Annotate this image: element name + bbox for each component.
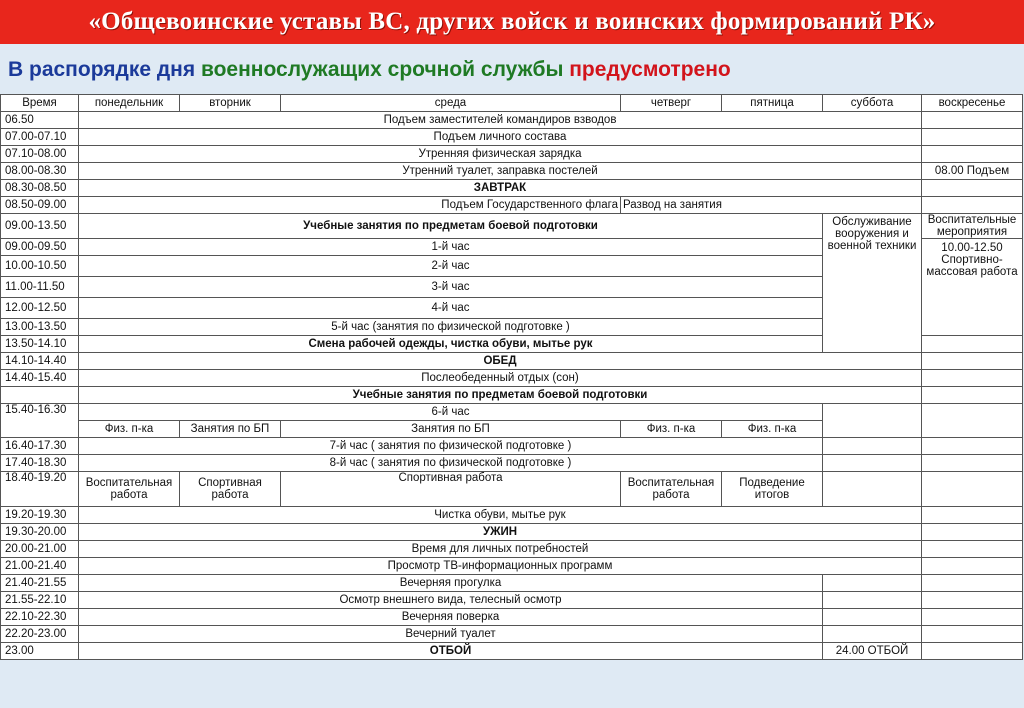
subtitle-part-1: В распорядке дня (8, 58, 201, 81)
empty-cell (922, 472, 1023, 507)
activity-cell: Просмотр ТВ-информационных программ (79, 558, 922, 575)
activity-cell: ОБЕД (79, 353, 922, 370)
time-cell: 08.30-08.50 (1, 180, 79, 197)
table-row (1, 404, 1023, 421)
activity-cell: Осмотр внешнего вида, телесный осмотр (79, 592, 823, 609)
table-row (1, 558, 1023, 575)
time-cell: 14.10-14.40 (1, 353, 79, 370)
time-cell: 22.20-23.00 (1, 626, 79, 643)
time-cell: 14.40-15.40 (1, 370, 79, 387)
time-cell: 13.50-14.10 (1, 336, 79, 353)
empty-cell (922, 370, 1023, 387)
empty-cell (922, 112, 1023, 129)
header-saturday: суббота (823, 95, 922, 112)
empty-cell (922, 129, 1023, 146)
empty-cell (922, 524, 1023, 541)
table-row (1, 455, 1023, 472)
activity-cell: УЖИН (79, 524, 922, 541)
activity-cell: Подъем Государственного флага (79, 197, 621, 214)
time-cell: 07.00-07.10 (1, 129, 79, 146)
activity-cell: 3-й час (79, 277, 823, 298)
header-thursday: четверг (621, 95, 722, 112)
time-cell: 06.50 (1, 112, 79, 129)
header-monday: понедельник (79, 95, 180, 112)
time-cell: 13.00-13.50 (1, 319, 79, 336)
header-tuesday: вторник (180, 95, 281, 112)
table-row (1, 214, 1023, 239)
wednesday-cell: Занятия по БП (281, 421, 621, 438)
time-cell: 09.00-13.50 (1, 214, 79, 239)
table-row (1, 609, 1023, 626)
monday-cell: Воспитательная работа (79, 472, 180, 507)
activity-cell: Время для личных потребностей (79, 541, 922, 558)
empty-cell (922, 146, 1023, 163)
activity-cell: 2-й час (79, 256, 823, 277)
table-row (1, 472, 1023, 507)
header-sunday: воскресенье (922, 95, 1023, 112)
time-cell: 18.40-19.20 (1, 472, 79, 507)
time-cell: 20.00-21.00 (1, 541, 79, 558)
time-cell: 11.00-11.50 (1, 277, 79, 298)
activity-cell: Вечерний туалет (79, 626, 823, 643)
activity-cell: Учебные занятия по предметам боевой подготовки (79, 214, 823, 239)
table-row (1, 163, 1023, 180)
empty-cell (823, 438, 922, 455)
table-row (1, 541, 1023, 558)
friday-cell: Подведение итогов (722, 472, 823, 507)
activity-cell: Утренний туалет, заправка постелей (79, 163, 922, 180)
activity-cell: 1-й час (79, 239, 823, 256)
time-cell: 12.00-12.50 (1, 298, 79, 319)
activity-cell: 7-й час ( занятия по физической подготовке ) (79, 438, 823, 455)
activity-cell: Развод на занятия (621, 197, 922, 214)
tuesday-cell: Спортивная работа (180, 472, 281, 507)
time-cell: 21.00-21.40 (1, 558, 79, 575)
time-cell: 08.00-08.30 (1, 163, 79, 180)
time-cell: 17.40-18.30 (1, 455, 79, 472)
time-cell: 23.00 (1, 643, 79, 660)
empty-cell (922, 558, 1023, 575)
empty-cell (922, 404, 1023, 438)
page-subtitle (8, 58, 731, 82)
activity-cell: 6-й час (79, 404, 823, 421)
table-row (1, 129, 1023, 146)
empty-cell (922, 575, 1023, 592)
empty-cell (922, 387, 1023, 404)
activity-cell: Смена рабочей одежды, чистка обуви, мытье рук (79, 336, 823, 353)
header-time: Время (1, 95, 79, 112)
time-cell: 15.40-16.30 (1, 404, 79, 438)
table-row (1, 643, 1023, 660)
subtitle-part-2: военнослужащих срочной службы (200, 58, 570, 81)
table-row (1, 592, 1023, 609)
empty-cell (922, 609, 1023, 626)
saturday-cell: Обслуживание вооружения и военной техники (823, 214, 922, 353)
table-row (1, 387, 1023, 404)
time-cell: 07.10-08.00 (1, 146, 79, 163)
sunday-cell: 10.00-12.50 Спортивно-массовая работа (922, 239, 1023, 336)
activity-cell: ОТБОЙ (79, 643, 823, 660)
schedule-table (0, 94, 1023, 660)
time-cell: 19.20-19.30 (1, 507, 79, 524)
header-friday: пятница (722, 95, 823, 112)
time-cell: 10.00-10.50 (1, 256, 79, 277)
table-row (1, 370, 1023, 387)
activity-cell: Вечерняя прогулка (79, 575, 823, 592)
activity-cell: 5-й час (занятия по физической подготовке ) (79, 319, 823, 336)
time-cell: 19.30-20.00 (1, 524, 79, 541)
empty-cell (922, 643, 1023, 660)
activity-cell: ЗАВТРАК (79, 180, 922, 197)
page-title: «Общевоинские уставы ВС, других войск и воинских формирований РК» (88, 8, 936, 35)
time-cell (1, 387, 79, 404)
empty-cell (922, 626, 1023, 643)
title-banner (0, 0, 1024, 44)
table-row (1, 575, 1023, 592)
monday-cell: Физ. п-ка (79, 421, 180, 438)
table-row (1, 626, 1023, 643)
empty-cell (922, 507, 1023, 524)
activity-cell: 8-й час ( занятия по физической подготовке ) (79, 455, 823, 472)
empty-cell (922, 455, 1023, 472)
empty-cell (922, 353, 1023, 370)
empty-cell (823, 592, 922, 609)
time-cell: 21.40-21.55 (1, 575, 79, 592)
empty-cell (823, 609, 922, 626)
header-wednesday: среда (281, 95, 621, 112)
activity-cell: Учебные занятия по предметам боевой подготовки (79, 387, 922, 404)
header-row (1, 95, 1023, 112)
empty-cell (922, 592, 1023, 609)
table-row (1, 524, 1023, 541)
time-cell: 21.55-22.10 (1, 592, 79, 609)
empty-cell (922, 180, 1023, 197)
table-row (1, 353, 1023, 370)
saturday-cell: 24.00 ОТБОЙ (823, 643, 922, 660)
table-row (1, 146, 1023, 163)
time-cell: 09.00-09.50 (1, 239, 79, 256)
time-cell: 08.50-09.00 (1, 197, 79, 214)
time-cell: 22.10-22.30 (1, 609, 79, 626)
table-row (1, 507, 1023, 524)
empty-cell (823, 626, 922, 643)
table-row (1, 197, 1023, 214)
thursday-cell: Физ. п-ка (621, 421, 722, 438)
table-row (1, 112, 1023, 129)
thursday-cell: Воспитательная работа (621, 472, 722, 507)
empty-cell (823, 404, 922, 438)
sunday-cell: Воспитательные мероприятия (922, 214, 1023, 239)
table-row (1, 438, 1023, 455)
activity-cell: Вечерняя поверка (79, 609, 823, 626)
activity-cell: Послеобеденный отдых (сон) (79, 370, 922, 387)
friday-cell: Физ. п-ка (722, 421, 823, 438)
activity-cell: 4-й час (79, 298, 823, 319)
empty-cell (922, 541, 1023, 558)
activity-cell: Чистка обуви, мытье рук (79, 507, 922, 524)
tuesday-cell: Занятия по БП (180, 421, 281, 438)
empty-cell (922, 438, 1023, 455)
empty-cell (823, 455, 922, 472)
activity-cell: Подъем заместителей командиров взводов (79, 112, 922, 129)
empty-cell (823, 472, 922, 507)
activity-cell: Утренняя физическая зарядка (79, 146, 922, 163)
activity-cell: Подъем личного состава (79, 129, 922, 146)
empty-cell (922, 336, 1023, 353)
wednesday-cell: Спортивная работа (281, 472, 621, 507)
empty-cell (922, 197, 1023, 214)
table-row (1, 180, 1023, 197)
sunday-cell: 08.00 Подъем (922, 163, 1023, 180)
subtitle-part-3: предусмотрено (569, 58, 731, 81)
empty-cell (823, 575, 922, 592)
time-cell: 16.40-17.30 (1, 438, 79, 455)
